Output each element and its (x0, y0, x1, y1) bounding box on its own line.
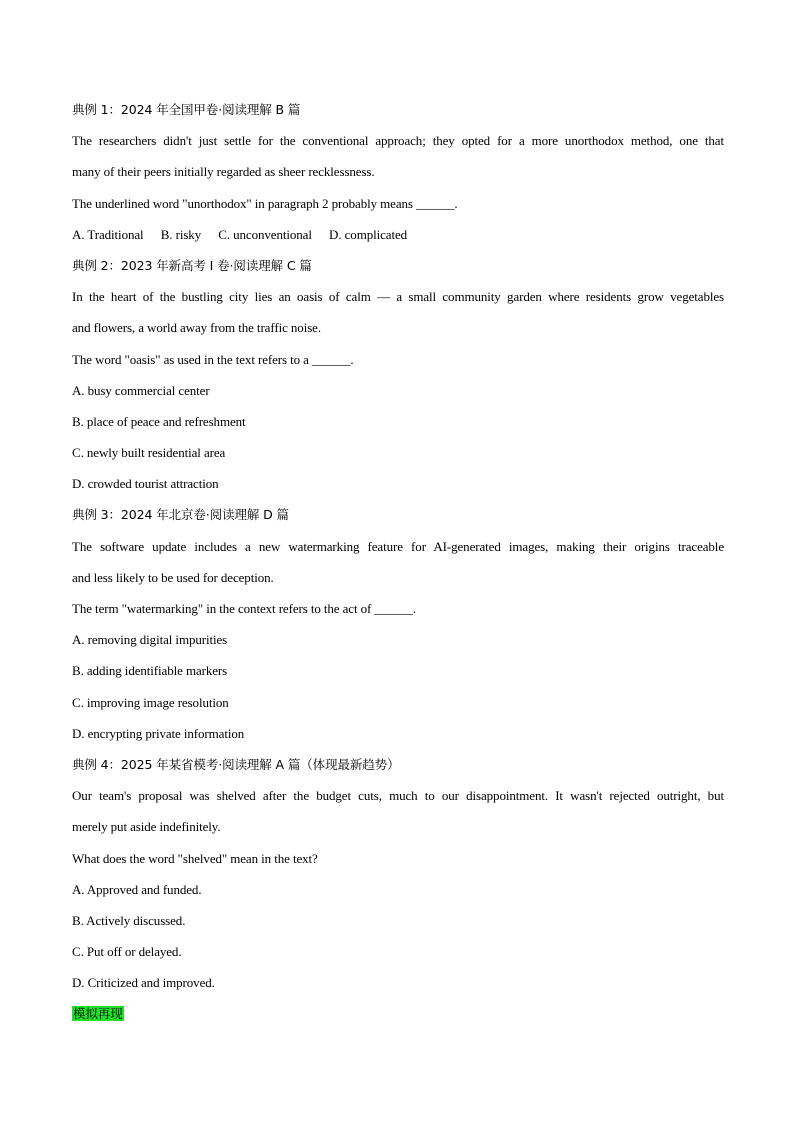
example-2-passage-line-1: In the heart of the bustling city lies an oasis of calm — a small community garden where residents grow vegetables (72, 289, 724, 305)
example-4-option-a: A. Approved and funded. (72, 881, 202, 897)
example-3-question: The term "watermarking" in the context refers to the act of ______. (72, 601, 416, 616)
example-4-option-b: B. Actively discussed. (72, 912, 186, 928)
example-3-passage-line-1: The software update includes a new watermarking feature for AI-generated images, making their origins traceable (72, 538, 724, 554)
example-4-heading: 典例 4：2025 年某省模考·阅读理解 A 篇（体现最新趋势） (72, 756, 400, 772)
example-1-passage-line-1: The researchers didn't just settle for the conventional approach; they opted for a more unorthodox method, one that (72, 133, 724, 149)
example-1-option-b: B. risky (160, 226, 202, 242)
example-4-passage-line-2: merely put aside indefinitely. (72, 819, 221, 835)
example-3-option-b: B. adding identifiable markers (72, 663, 228, 679)
example-3-heading: 典例 3：2024 年北京卷·阅读理解 D 篇 (72, 507, 289, 523)
example-1-option-c: C. unconventional (218, 226, 312, 242)
footer-section (72, 1004, 724, 1024)
example-1-heading: 典例 1：2024 年全国甲卷·阅读理解 B 篇 (72, 102, 301, 117)
example-2-question: The word "oasis" as used in the text refers to a ______. (72, 351, 354, 367)
example-4-question: What does the word "shelved" mean in the text? (72, 850, 318, 866)
example-3-passage-line-2: and less likely to be used for deception. (72, 569, 274, 585)
example-1-question: The underlined word "unorthodox" in paragraph 2 probably means ______. (72, 195, 458, 211)
example-3-option-d: D. encrypting private information (72, 725, 245, 741)
example-2-option-a: A. busy commercial center (72, 382, 210, 398)
example-1-passage-line-2: many of their peers initially regarded as sheer recklessness. (72, 164, 375, 180)
document-page (72, 100, 724, 1036)
example-2-option-d: D. crowded tourist attraction (72, 476, 219, 492)
example-2-heading: 典例 2：2023 年新高考 I 卷·阅读理解 C 篇 (72, 257, 312, 273)
example-4-option-d: D. Criticized and improved. (72, 975, 215, 991)
example-1-option-a: A. Traditional (72, 226, 144, 242)
example-1-options (72, 225, 724, 245)
example-4-passage-line-1: Our team's proposal was shelved after the budget cuts, much to our disappointment. It wasn't rejected outright, but (72, 788, 724, 804)
example-3-option-a: A. removing digital impurities (72, 632, 228, 648)
example-2-option-b: B. place of peace and refreshment (72, 413, 246, 429)
example-3-option-c: C. improving image resolution (72, 694, 229, 710)
example-2-option-c: C. newly built residential area (72, 445, 226, 461)
simulation-reproduction-label: 模拟再现 (73, 1006, 123, 1022)
example-2-passage-line-2: and flowers, a world away from the traffic noise. (72, 320, 321, 336)
example-1-option-d: D. complicated (329, 226, 408, 242)
example-4-option-c: C. Put off or delayed. (72, 944, 182, 960)
